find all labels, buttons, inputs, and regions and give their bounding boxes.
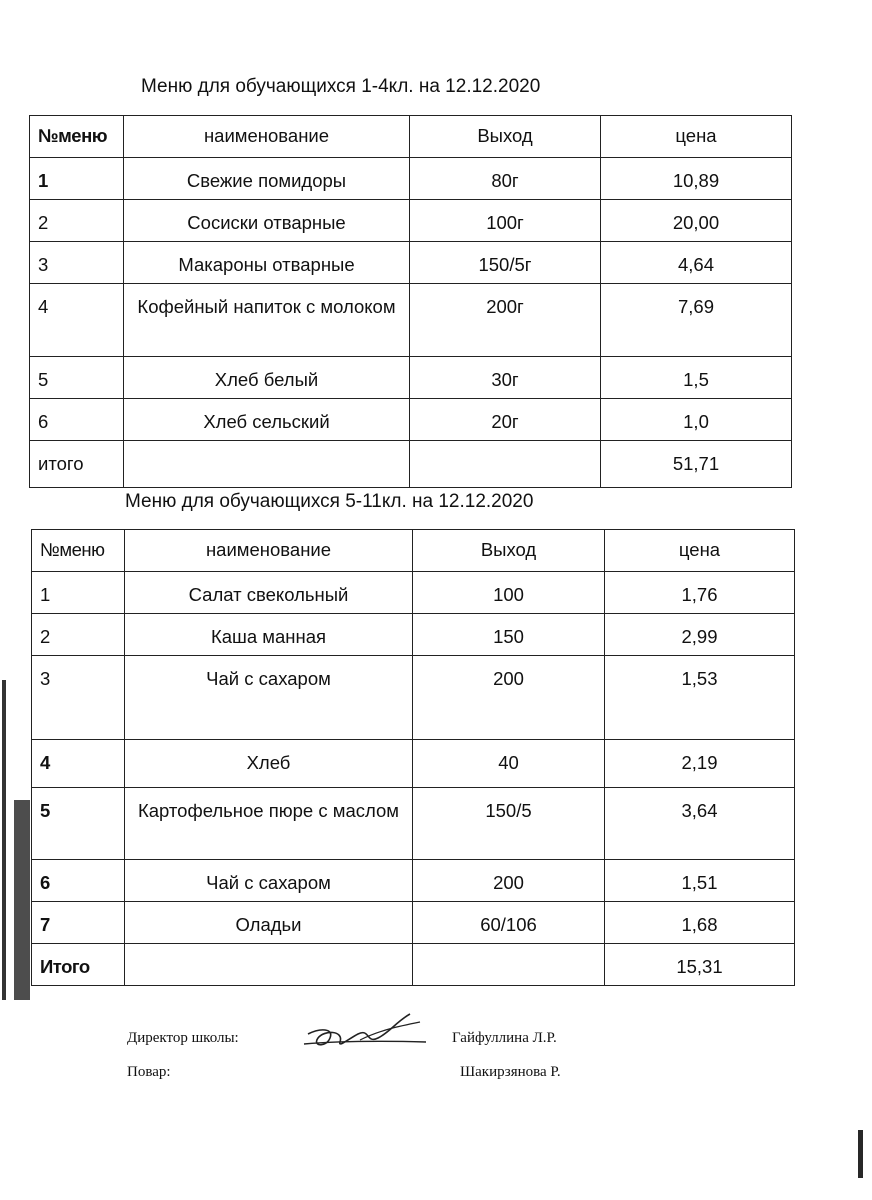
row-yield: 60/106 [413, 902, 605, 944]
row-price: 2,99 [605, 614, 795, 656]
row-number: 1 [32, 572, 125, 614]
table-row [30, 200, 792, 242]
total-empty-cell [413, 944, 605, 986]
row-name: Сосиски отварные [124, 200, 410, 242]
header-yield: Выход [410, 116, 601, 158]
row-yield: 150/5г [410, 242, 601, 284]
table-row [30, 357, 792, 399]
director-label: Директор школы: [127, 1030, 239, 1046]
row-number: 5 [32, 788, 125, 860]
total-empty-cell [410, 441, 601, 488]
row-price: 10,89 [601, 158, 792, 200]
table-header-row [30, 116, 792, 158]
row-price: 3,64 [605, 788, 795, 860]
row-number: 4 [32, 740, 125, 788]
table-row [32, 788, 795, 860]
row-number: 3 [32, 656, 125, 740]
row-number: 3 [30, 242, 124, 284]
header-name: наименование [125, 530, 413, 572]
row-yield: 150 [413, 614, 605, 656]
row-price: 1,68 [605, 902, 795, 944]
cook-label: Повар: [127, 1064, 171, 1080]
table-row [30, 158, 792, 200]
row-yield: 200г [410, 284, 601, 357]
row-number: 2 [32, 614, 125, 656]
table-row [32, 656, 795, 740]
menu-title-primary: Меню для обучающихся 1-4кл. на 12.12.2020 [141, 76, 541, 97]
table-row [32, 740, 795, 788]
row-price: 1,5 [601, 357, 792, 399]
row-number: 6 [32, 860, 125, 902]
row-name: Хлеб белый [124, 357, 410, 399]
row-name: Салат свекольный [125, 572, 413, 614]
row-name: Макароны отварные [124, 242, 410, 284]
total-price: 15,31 [605, 944, 795, 986]
row-yield: 100г [410, 200, 601, 242]
row-price: 1,0 [601, 399, 792, 441]
row-name: Оладьи [125, 902, 413, 944]
scan-edge-mark [2, 680, 6, 1000]
row-yield: 150/5 [413, 788, 605, 860]
row-number: 2 [30, 200, 124, 242]
row-name: Кофейный напиток с молоком [124, 284, 410, 357]
row-price: 1,53 [605, 656, 795, 740]
row-name: Хлеб [125, 740, 413, 788]
scan-edge-mark [14, 800, 30, 1000]
header-price: цена [605, 530, 795, 572]
row-name: Чай с сахаром [125, 656, 413, 740]
row-number: 4 [30, 284, 124, 357]
table-row [32, 902, 795, 944]
row-price: 1,51 [605, 860, 795, 902]
header-yield: Выход [413, 530, 605, 572]
row-name: Свежие помидоры [124, 158, 410, 200]
row-yield: 20г [410, 399, 601, 441]
row-yield: 80г [410, 158, 601, 200]
total-label: итого [30, 441, 124, 488]
table-header-row [32, 530, 795, 572]
table-row [30, 284, 792, 357]
row-name: Чай с сахаром [125, 860, 413, 902]
row-number: 6 [30, 399, 124, 441]
row-price: 7,69 [601, 284, 792, 357]
row-yield: 200 [413, 656, 605, 740]
total-row [30, 441, 792, 488]
row-number: 7 [32, 902, 125, 944]
table-row [32, 614, 795, 656]
row-name: Хлеб сельский [124, 399, 410, 441]
row-price: 4,64 [601, 242, 792, 284]
menu-table-primary [29, 115, 792, 488]
cook-name: Шакирзянова Р. [460, 1064, 561, 1080]
table-row [32, 860, 795, 902]
total-empty-cell [125, 944, 413, 986]
row-name: Каша манная [125, 614, 413, 656]
total-empty-cell [124, 441, 410, 488]
director-name: Гайфуллина Л.Р. [452, 1030, 557, 1046]
header-menu-number: №меню [32, 530, 125, 572]
row-number: 5 [30, 357, 124, 399]
menu-title-secondary: Меню для обучающихся 5-11кл. на 12.12.2020 [125, 491, 534, 512]
table-row [30, 242, 792, 284]
director-signature [300, 1008, 450, 1060]
table-row [32, 572, 795, 614]
total-row [32, 944, 795, 986]
header-menu-number: №меню [30, 116, 124, 158]
row-yield: 100 [413, 572, 605, 614]
row-yield: 40 [413, 740, 605, 788]
header-price: цена [601, 116, 792, 158]
row-price: 2,19 [605, 740, 795, 788]
total-price: 51,71 [601, 441, 792, 488]
row-number: 1 [30, 158, 124, 200]
header-name: наименование [124, 116, 410, 158]
scan-edge-mark [858, 1130, 863, 1178]
row-name: Картофельное пюре с маслом [125, 788, 413, 860]
table-row [30, 399, 792, 441]
total-label: Итого [32, 944, 125, 986]
row-price: 20,00 [601, 200, 792, 242]
row-price: 1,76 [605, 572, 795, 614]
row-yield: 200 [413, 860, 605, 902]
row-yield: 30г [410, 357, 601, 399]
menu-table-secondary [31, 529, 795, 986]
